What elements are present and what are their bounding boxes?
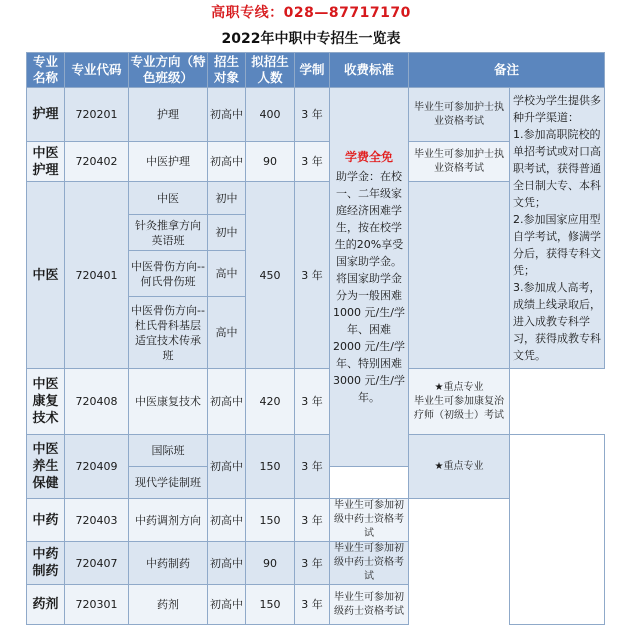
row-name: 中药: [27, 499, 65, 542]
row-name: 药剂: [27, 585, 65, 625]
row-code: 720407: [65, 542, 129, 585]
row-plan: 150: [246, 435, 295, 499]
table-row: [27, 88, 605, 142]
row-direction: 药剂: [129, 585, 208, 625]
row-duration: 3 年: [295, 585, 330, 625]
row-plan: 400: [246, 88, 295, 142]
row-cert-text: 毕业生可参加康复治疗师（初级士）考试: [414, 395, 504, 421]
row-target: 高中: [208, 297, 246, 369]
header-duration: 学制: [295, 53, 330, 88]
row-direction: 中医护理: [129, 142, 208, 182]
note-item: 3.参加成人高考，成绩上线录取后，进入成教专科学习，获得成教专科文凭。: [513, 281, 601, 362]
row-plan: 150: [246, 499, 295, 542]
row-target: 初高中: [208, 585, 246, 625]
row-code: 720403: [65, 499, 129, 542]
table-row: [27, 369, 605, 435]
row-plan: 450: [246, 182, 295, 369]
row-plan: 90: [246, 542, 295, 585]
header-name: 专业名称: [27, 53, 65, 88]
hotline-banner: 高职专线：028—87717170: [211, 5, 411, 21]
row-plan: 420: [246, 369, 295, 435]
row-duration: 3 年: [295, 369, 330, 435]
row-cert: 毕业生可参加护士执业资格考试: [409, 142, 510, 182]
header-direction: 专业方向（特色班级）: [129, 53, 208, 88]
row-name: 中医: [27, 182, 65, 369]
row-target: 初高中: [208, 542, 246, 585]
enrollment-table: [26, 52, 605, 625]
note-cell: [510, 88, 605, 369]
fee-aid: 助学金：在校一、二年级家庭经济困难学生，按在校学生的20%享受国家助学金。将国家助学金分为一般困难 1000 元/生/学年、困难 2000 元/生/学年、特别困难 3000 元/生/学年。: [333, 169, 405, 404]
row-cert: 毕业生可参加初级中药士资格考试: [330, 542, 409, 585]
row-name: 中医护理: [27, 142, 65, 182]
key-major-badge: ★重点专业: [409, 435, 510, 499]
row-direction: 现代学徒制班: [129, 467, 208, 499]
row-name: 中医康复技术: [27, 369, 65, 435]
fee-free: 学费全免: [344, 149, 393, 164]
row-code: 720201: [65, 88, 129, 142]
row-direction: 中医骨伤方向--何氏骨伤班: [129, 251, 208, 297]
row-code: 720401: [65, 182, 129, 369]
note-blank: [510, 435, 605, 625]
row-cert: 毕业生可参加初级中药士资格考试: [330, 499, 409, 542]
key-major-badge: ★重点专业: [434, 381, 484, 393]
row-code: 720409: [65, 435, 129, 499]
row-code: 720402: [65, 142, 129, 182]
row-direction: 中医骨伤方向--杜氏骨科基层适宜技术传承班: [129, 297, 208, 369]
header-code: 专业代码: [65, 53, 129, 88]
row-direction: 中医康复技术: [129, 369, 208, 435]
row-target: 高中: [208, 251, 246, 297]
table-title: 2022年中职中专招生一览表: [221, 31, 401, 47]
header-note: 备注: [409, 53, 605, 88]
row-plan: 150: [246, 585, 295, 625]
row-direction: 中医: [129, 182, 208, 215]
note-item: 1.参加高职院校的单招考试或对口高职考试，获得普通全日制大专、本科文凭；: [513, 128, 601, 209]
row-duration: 3 年: [295, 142, 330, 182]
note-intro: 学校为学生提供多种升学渠道：: [513, 94, 601, 124]
row-duration: 3 年: [295, 88, 330, 142]
row-target: 初中: [208, 182, 246, 215]
row-cert: 毕业生可参加护士执业资格考试: [409, 88, 510, 142]
row-cert: 毕业生可参加初级药士资格考试: [330, 585, 409, 625]
row-duration: 3 年: [295, 435, 330, 499]
row-target: 初高中: [208, 369, 246, 435]
row-name: 中医养生保健: [27, 435, 65, 499]
row-cert-empty: [409, 182, 510, 369]
row-target: 初高中: [208, 142, 246, 182]
row-target: 初高中: [208, 435, 246, 499]
row-cert: [409, 369, 510, 435]
row-target: 初高中: [208, 499, 246, 542]
row-duration: 3 年: [295, 182, 330, 369]
header-plan: 拟招生人数: [246, 53, 295, 88]
row-duration: 3 年: [295, 542, 330, 585]
table-row: [27, 435, 605, 467]
row-direction: 护理: [129, 88, 208, 142]
fee-cell: [330, 88, 409, 467]
row-name: 护理: [27, 88, 65, 142]
row-duration: 3 年: [295, 499, 330, 542]
row-target: 初高中: [208, 88, 246, 142]
row-direction: 中药制药: [129, 542, 208, 585]
row-name: 中药制药: [27, 542, 65, 585]
row-direction: 中药调剂方向: [129, 499, 208, 542]
row-plan: 90: [246, 142, 295, 182]
header-fee: 收费标准: [330, 53, 409, 88]
header-target: 招生对象: [208, 53, 246, 88]
row-direction: 国际班: [129, 435, 208, 467]
note-item: 2.参加国家应用型自学考试，修满学分后，获得专科文凭；: [513, 213, 601, 277]
row-code: 720408: [65, 369, 129, 435]
row-direction: 针灸推拿方向英语班: [129, 215, 208, 251]
row-code: 720301: [65, 585, 129, 625]
row-target: 初中: [208, 215, 246, 251]
